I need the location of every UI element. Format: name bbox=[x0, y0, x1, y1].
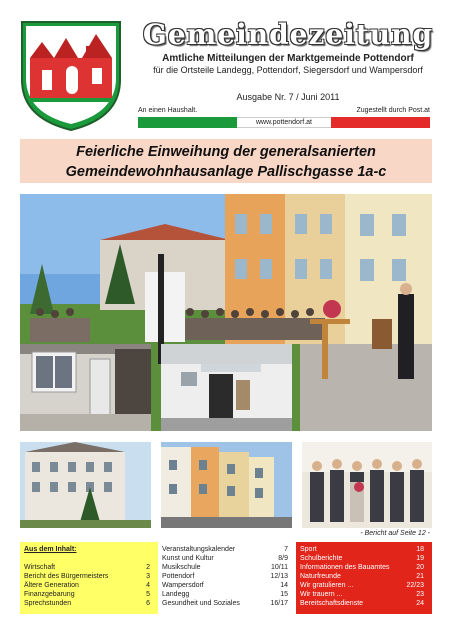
toc-row[interactable]: Veranstaltungskalender 7 bbox=[162, 546, 288, 553]
toc-heading: Aus dem Inhalt: bbox=[24, 546, 77, 553]
flag-bar bbox=[138, 117, 430, 128]
toc-row[interactable]: Naturfreunde 21 bbox=[300, 573, 424, 580]
toc-row[interactable]: Landegg 15 bbox=[162, 591, 288, 598]
headline bbox=[20, 139, 432, 183]
flag-green bbox=[138, 117, 237, 128]
photo-entrance-door bbox=[161, 344, 292, 431]
photo-group-guests bbox=[302, 442, 432, 528]
toc-row[interactable]: Kunst und Kultur 8/9 bbox=[162, 555, 288, 562]
toc-row[interactable]: Pottendorf 12/13 bbox=[162, 573, 288, 580]
toc-row[interactable]: Wir trauern ... 23 bbox=[300, 591, 424, 598]
flag-red bbox=[331, 117, 430, 128]
photo-colorful-facades bbox=[161, 442, 292, 528]
newspaper-title: Gemeindezeitung bbox=[142, 18, 434, 51]
toc-row[interactable]: Musikschule 10/11 bbox=[162, 564, 288, 571]
toc-row[interactable]: Sport 18 bbox=[300, 546, 424, 553]
municipal-crest-logo bbox=[20, 20, 122, 132]
headline-line-2: Gemeindewohnhausanlage Pallischgasse 1a-c bbox=[65, 164, 387, 180]
table-of-contents bbox=[20, 542, 432, 614]
toc-row[interactable]: Finanzgebarung 5 bbox=[24, 591, 150, 598]
toc-row[interactable]: Informationen des Bauamtes 20 bbox=[300, 564, 424, 571]
masthead bbox=[138, 18, 438, 75]
masthead-subtitle: Amtliche Mitteilungen der Marktgemeinde Pottendorf bbox=[162, 53, 414, 64]
website-link[interactable]: www.pottendorf.at bbox=[237, 117, 330, 128]
toc-row[interactable]: Wir gratulieren ... 22/23 bbox=[300, 582, 424, 589]
toc-row[interactable]: Sprechstunden 6 bbox=[24, 600, 150, 607]
toc-row[interactable]: Schulberichte 19 bbox=[300, 555, 424, 562]
toc-row[interactable]: Wirtschaft 2 bbox=[24, 564, 150, 571]
toc-row[interactable]: Bereitschaftsdienste 24 bbox=[300, 600, 424, 607]
issue-number: Ausgabe Nr. 7 / Juni 2011 bbox=[236, 92, 340, 102]
toc-row[interactable]: Wampersdorf 14 bbox=[162, 582, 288, 589]
masthead-subtitle-districts: für die Ortsteile Landegg, Pottendorf, Siegersdorf und Wampersdorf bbox=[153, 65, 423, 75]
headline-line-1: Feierliche Einweihung der generalsanierten bbox=[76, 144, 376, 160]
household-note: An einen Haushalt. bbox=[138, 107, 198, 114]
toc-column-1 bbox=[20, 542, 158, 614]
toc-row[interactable]: Gesundheit und Soziales 16/17 bbox=[162, 600, 288, 607]
photo-caption: - Bericht auf Seite 12 - bbox=[360, 530, 430, 537]
toc-column-2 bbox=[158, 542, 296, 614]
delivery-note: Zugestellt durch Post.at bbox=[356, 107, 430, 114]
toc-row[interactable]: Ältere Generation 4 bbox=[24, 582, 150, 589]
toc-column-3 bbox=[296, 542, 432, 614]
photo-building-street bbox=[20, 442, 151, 528]
photo-facade-window bbox=[20, 344, 151, 431]
toc-row[interactable]: Bericht des Bürgermeisters 3 bbox=[24, 573, 150, 580]
